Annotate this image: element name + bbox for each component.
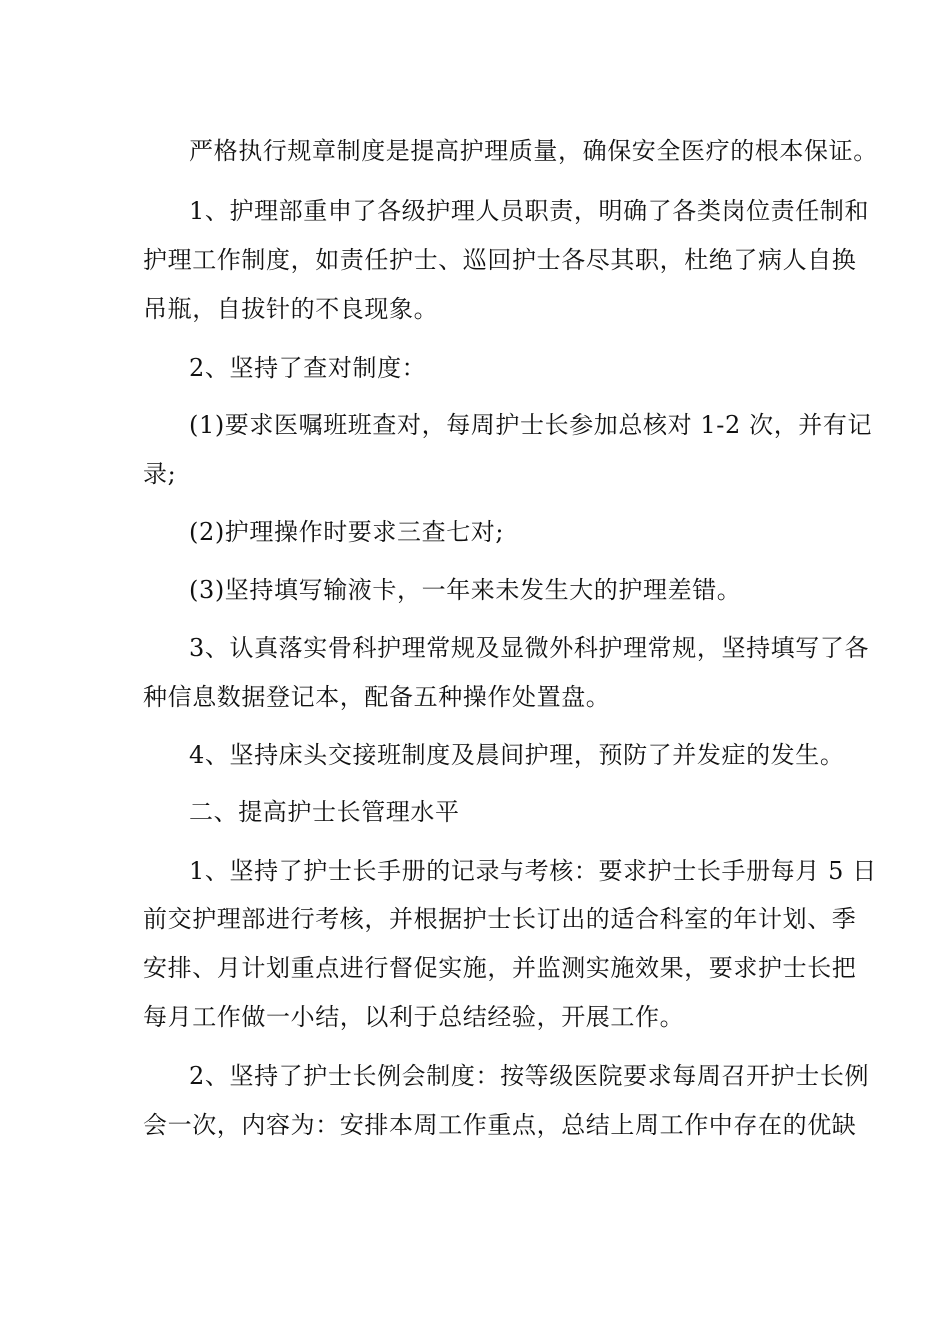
paragraph-line: 2、坚持了护士长例会制度：按等级医院要求每周召开护士长例 [189,1062,870,1090]
paragraph-line: 2、坚持了查对制度： [189,354,427,382]
paragraph-line: (3)坚持填写输液卡，一年来未发生大的护理差错。 [189,576,742,604]
paragraph-line: 安排、月计划重点进行督促实施，并监测实施效果，要求护士长把 [143,954,857,982]
paragraph-line: 吊瓶，自拔针的不良现象。 [143,295,439,323]
paragraph-line: 4、坚持床头交接班制度及晨间护理，预防了并发症的发生。 [189,741,845,769]
paragraph-line: 护理工作制度，如责任护士、巡回护士各尽其职，杜绝了病人自换 [143,246,857,274]
paragraph-line: 严格执行规章制度是提高护理质量，确保安全医疗的根本保证。 [189,137,878,165]
paragraph-line: 3、认真落实骨科护理常规及显微外科护理常规，坚持填写了各 [189,634,870,662]
paragraph-line: 种信息数据登记本，配备五种操作处置盘。 [143,683,611,711]
paragraph-line: 每月工作做一小结，以利于总结经验，开展工作。 [143,1003,685,1031]
paragraph-line: 录; [143,460,177,488]
paragraph-line: (2)护理操作时要求三查七对; [189,518,505,546]
section-heading: 二、提高护士长管理水平 [189,798,460,826]
paragraph-line: 前交护理部进行考核，并根据护士长订出的适合科室的年计划、季 [143,905,857,933]
paragraph-line: (1)要求医嘱班班查对，每周护士长参加总核对 1-2 次，并有记 [189,411,873,439]
paragraph-line: 1、护理部重申了各级护理人员职责，明确了各类岗位责任制和 [189,197,870,225]
paragraph-line: 会一次，内容为：安排本周工作重点，总结上周工作中存在的优缺 [143,1111,857,1139]
paragraph-line: 1、坚持了护士长手册的记录与考核：要求护士长手册每月 5 日 [189,857,877,885]
